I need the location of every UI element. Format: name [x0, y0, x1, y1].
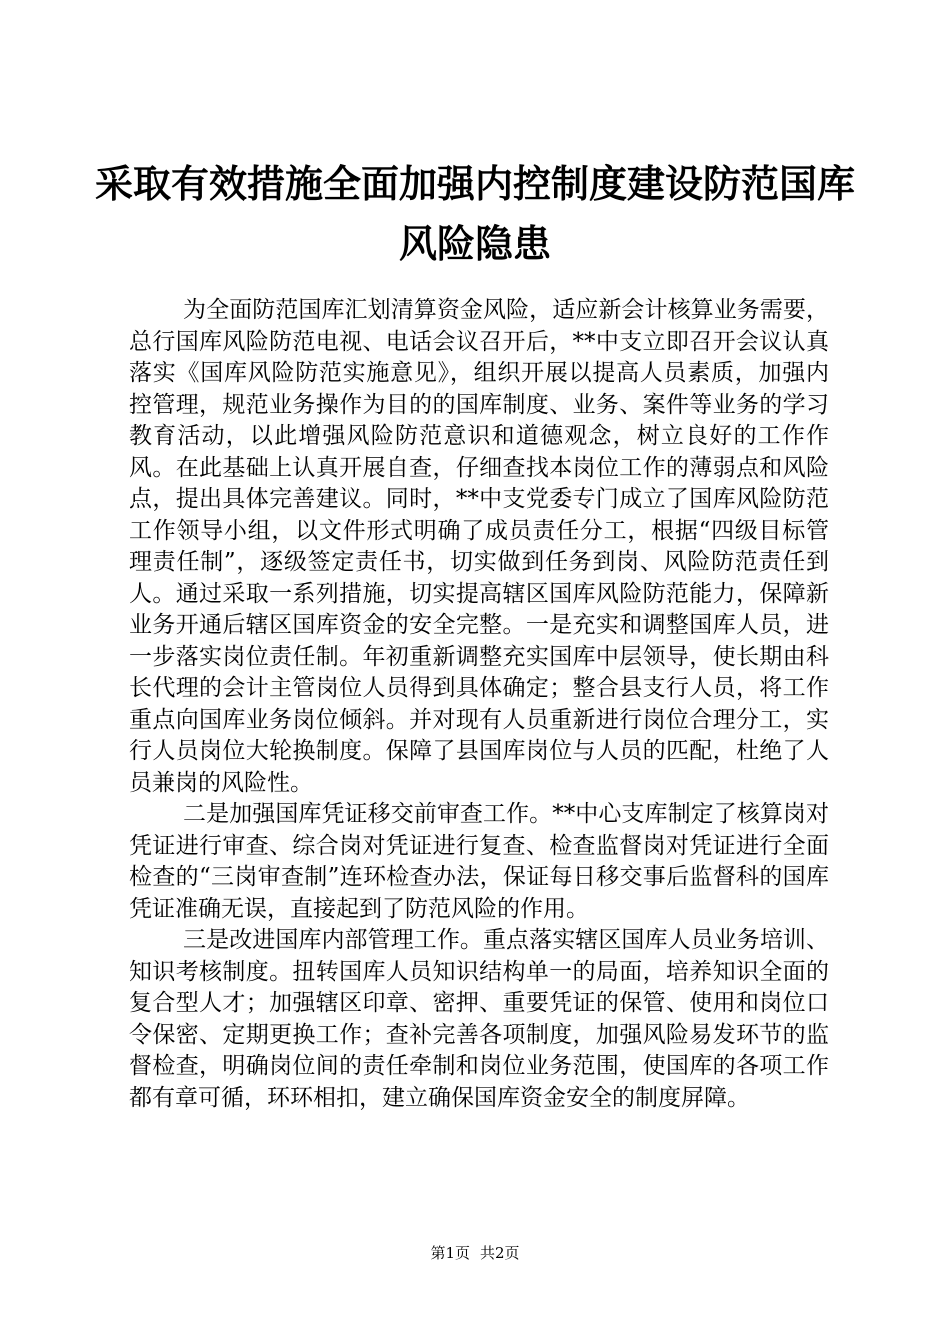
document-title-line-2: 风险隐患: [398, 221, 551, 266]
page-number-total: 共2页: [480, 1244, 520, 1262]
page-footer: [0, 1243, 950, 1263]
document-body: [129, 295, 829, 1114]
body-paragraph-3: 三是改进国库内部管理工作。重点落实辖区国库人员业务培训、知识考核制度。扭转国库人员知识结构单一的局面，培养知识全面的复合型人才；加强辖区印章、密押、重要凭证的保管、使用和岗位口令保密、定期更换工作；查补完善各项制度，加强风险易发环节的监督检查，明确岗位间的责任牵制和岗位业务范围，使国库的各项工作都有章可循，环环相扣，建立确保国库资金安全的制度屏障。: [129, 927, 829, 1111]
page-number-current: 第1页: [430, 1244, 470, 1262]
body-paragraph-2: 二是加强国库凭证移交前审查工作。**中心支库制定了核算岗对凭证进行审查、综合岗对凭证进行复查、检查监督岗对凭证进行全面检查的“三岗审查制”连环检查办法，保证每日移交事后监督科的国库凭证准确无误，直接起到了防范风险的作用。: [129, 801, 829, 922]
body-paragraph-1: 为全面防范国库汇划清算资金风险，适应新会计核算业务需要，总行国库风险防范电视、电话会议召开后，**中支立即召开会议认真落实《国库风险防范实施意见》，组织开展以提高人员素质，加强内控管理，规范业务操作为目的的国库制度、业务、案件等业务的学习教育活动，以此增强风险防范意识和道德观念，树立良好的工作作风。在此基础上认真开展自查，仔细查找本岗位工作的薄弱点和风险点，提出具体完善建议。同时，**中支党委专门成立了国库风险防范工作领导小组，以文件形式明确了成员责任分工，根据“四级目标管理责任制”，逐级签定责任书，切实做到任务到岗、风险防范责任到人。通过采取一系列措施，切实提高辖区国库风险防范能力，保障新业务开通后辖区国库资金的安全完整。一是充实和调整国库人员，进一步落实岗位责任制。年初重新调整充实国库中层领导，使长期由科长代理的会计主管岗位人员得到具体确定；整合县支行人员，将工作重点向国库业务岗位倾斜。并对现有人员重新进行岗位合理分工，实行人员岗位大轮换制度。保障了县国库岗位与人员的匹配，杜绝了人员兼岗的风险性。: [129, 297, 829, 796]
document-title-line-1: 采取有效措施全面加强内控制度建设防范国库: [94, 161, 855, 206]
